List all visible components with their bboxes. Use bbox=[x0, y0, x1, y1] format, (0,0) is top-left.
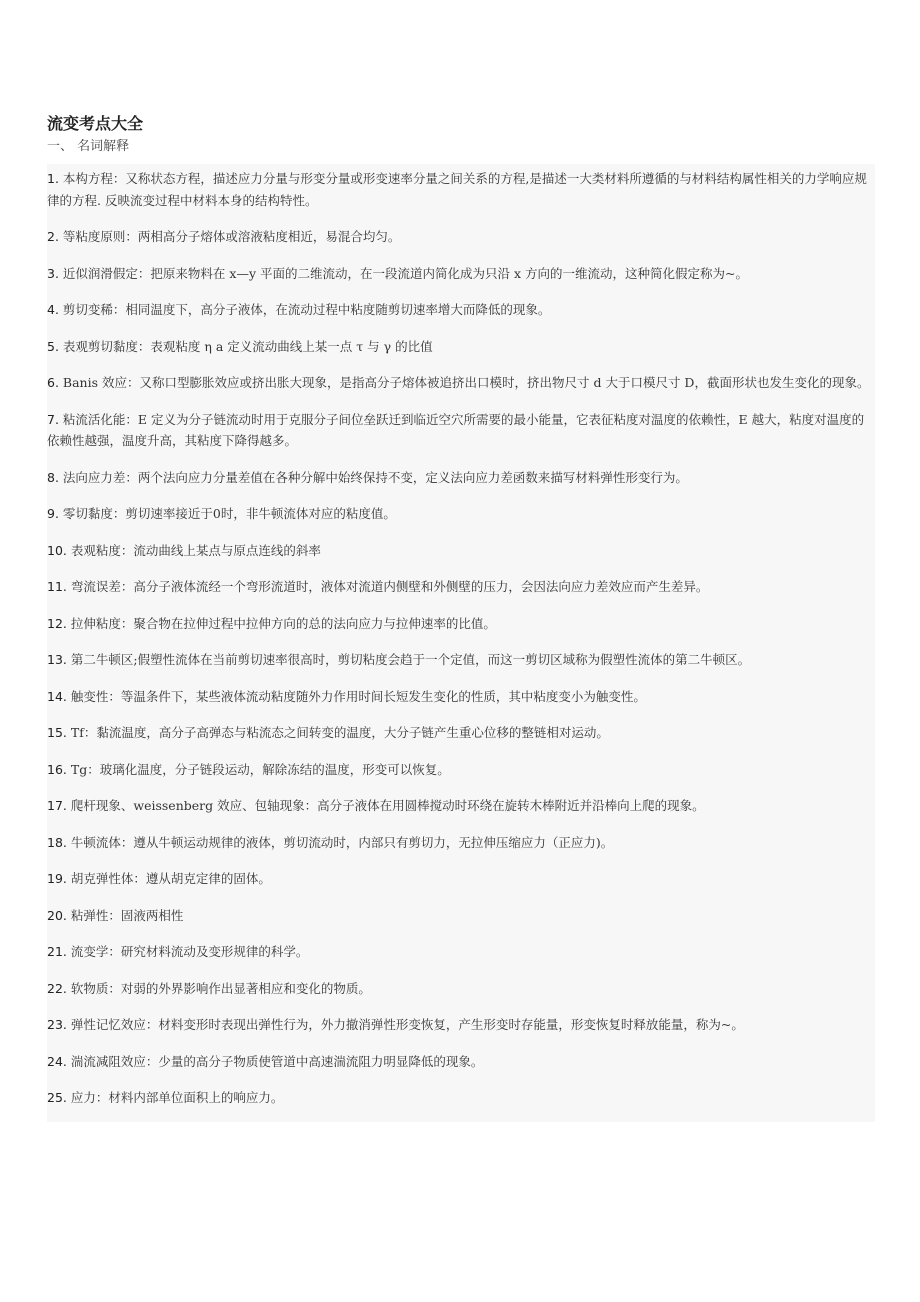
term-item bbox=[47, 368, 875, 405]
term-text: 近似润滑假定：把原来物料在 x—y 平面的二维流动，在一段流道内简化成为只沿 x 方向的一维流动，这种简化假定称为~。 bbox=[62, 265, 748, 281]
term-text: 触变性：等温条件下，某些液体流动粘度随外力作用时间长短发生变化的性质，其中粘度变小为触变性。 bbox=[70, 688, 646, 704]
term-item bbox=[47, 499, 875, 536]
term-text: 流变学：研究材料流动及变形规律的科学。 bbox=[70, 944, 309, 959]
term-item bbox=[47, 791, 875, 828]
term-number: 18. bbox=[47, 834, 67, 850]
term-text: 弯流误差：高分子液体流经一个弯形流道时，液体对流道内侧壁和外侧壁的压力，会因法向应力差效应而产生差异。 bbox=[70, 579, 709, 594]
term-number: 3. bbox=[47, 265, 59, 281]
term-number: 13. bbox=[47, 652, 67, 667]
term-number: 21. bbox=[47, 944, 67, 959]
term-item bbox=[47, 295, 875, 332]
term-text: 弹性记忆效应：材料变形时表现出弹性行为，外力撤消弹性形变恢复，产生形变时存能量，形变恢复时释放能量，称为~。 bbox=[70, 1017, 744, 1032]
term-item bbox=[47, 937, 875, 974]
term-item bbox=[47, 755, 875, 792]
term-number: 8. bbox=[47, 469, 59, 485]
term-number: 23. bbox=[47, 1017, 67, 1032]
term-number: 12. bbox=[47, 615, 67, 631]
term-item bbox=[47, 332, 875, 369]
term-text: Tf：黏流温度，高分子高弹态与粘流态之间转变的温度，大分子链产生重心位移的整链相对运动。 bbox=[70, 725, 609, 740]
term-text: 应力：材料内部单位面积上的响应力。 bbox=[70, 1090, 284, 1105]
term-text: 第二牛顿区;假塑性流体在当前剪切速率很高时，剪切粘度会趋于一个定值，而这一剪切区域称为假塑性流体的第二牛顿区。 bbox=[70, 652, 751, 667]
document-title: 流变考点大全 bbox=[47, 114, 144, 133]
term-item bbox=[47, 974, 875, 1011]
term-item bbox=[47, 222, 875, 259]
term-number: 2. bbox=[47, 229, 59, 244]
term-item bbox=[47, 405, 875, 463]
term-text: 粘流活化能：E 定义为分子链流动时用于克服分子间位垒跃迁到临近空穴所需要的最小能量，它表征粘度对温度的依赖性，E 越大，粘度对温度的依赖性越强，温度升高，其粘度下降得越多。 bbox=[47, 411, 865, 448]
term-text: 本构方程：又称状态方程，描述应力分量与形变分量或形变速率分量之间关系的方程,是描述一大类材料所遵循的与材料结构属性相关的力学响应规律的方程. 反映流变过程中材料本身的结构特性。 bbox=[47, 171, 867, 208]
term-list bbox=[47, 164, 875, 1122]
term-item bbox=[47, 828, 875, 865]
term-item bbox=[47, 536, 875, 573]
term-number: 7. bbox=[47, 411, 59, 427]
term-text: 等粘度原则：两相高分子熔体或溶液粘度相近，易混合均匀。 bbox=[62, 229, 401, 244]
term-text: 表观剪切黏度：表观粘度 η a 定义流动曲线上某一点 τ 与 γ 的比值 bbox=[62, 338, 433, 354]
term-item bbox=[47, 682, 875, 719]
term-text: Tg：玻璃化温度，分子链段运动，解除冻结的温度，形变可以恢复。 bbox=[70, 761, 450, 777]
term-text: 牛顿流体：遵从牛顿运动规律的液体，剪切流动时，内部只有剪切力，无拉伸压缩应力（正应力)。 bbox=[70, 834, 614, 850]
term-number: 5. bbox=[47, 338, 59, 354]
term-item bbox=[47, 1010, 875, 1047]
term-text: Banis 效应：又称口型膨胀效应或挤出胀大现象，是指高分子熔体被追挤出口模时，挤出物尺寸 d 大于口模尺寸 D，截面形状也发生变化的现象。 bbox=[62, 375, 870, 390]
term-text: 粘弹性：固液两相性 bbox=[70, 907, 184, 923]
term-number: 19. bbox=[47, 871, 67, 886]
term-number: 16. bbox=[47, 761, 67, 777]
term-item bbox=[47, 259, 875, 296]
term-item bbox=[47, 164, 875, 222]
term-item bbox=[47, 1047, 875, 1084]
term-item bbox=[47, 572, 875, 609]
term-number: 9. bbox=[47, 506, 59, 521]
term-number: 6. bbox=[47, 375, 59, 390]
term-item bbox=[47, 609, 875, 646]
term-number: 25. bbox=[47, 1090, 67, 1105]
term-item bbox=[47, 901, 875, 938]
term-number: 10. bbox=[47, 542, 67, 558]
term-number: 15. bbox=[47, 725, 67, 740]
term-item bbox=[47, 864, 875, 901]
term-text: 湍流减阻效应：少量的高分子物质使管道中高速湍流阻力明显降低的现象。 bbox=[70, 1053, 484, 1069]
term-number: 14. bbox=[47, 688, 67, 704]
term-number: 20. bbox=[47, 907, 67, 923]
term-number: 17. bbox=[47, 798, 67, 813]
term-text: 爬杆现象、weissenberg 效应、包轴现象：高分子液体在用圆棒搅动时环绕在旋转木棒附近并沿棒向上爬的现象。 bbox=[70, 798, 705, 813]
term-text: 剪切变稀：相同温度下，高分子液体，在流动过程中粘度随剪切速率增大而降低的现象。 bbox=[62, 302, 551, 317]
term-text: 胡克弹性体：遵从胡克定律的固体。 bbox=[70, 871, 271, 886]
term-number: 11. bbox=[47, 579, 67, 594]
term-item bbox=[47, 1083, 875, 1120]
term-number: 24. bbox=[47, 1053, 67, 1069]
term-text: 法向应力差：两个法向应力分量差值在各种分解中始终保持不变，定义法向应力差函数来描写材料弹性形变行为。 bbox=[62, 469, 688, 485]
term-item bbox=[47, 718, 875, 755]
document-page bbox=[47, 112, 875, 1122]
term-text: 表观粘度：流动曲线上某点与原点连线的斜率 bbox=[70, 542, 321, 558]
section-heading: 一、 名词解释 bbox=[47, 139, 130, 154]
term-number: 4. bbox=[47, 302, 59, 317]
term-item bbox=[47, 463, 875, 500]
term-text: 零切黏度：剪切速率接近于0时，非牛顿流体对应的粘度值。 bbox=[62, 506, 396, 521]
term-number: 22. bbox=[47, 980, 67, 996]
term-text: 拉伸粘度：聚合物在拉伸过程中拉伸方向的总的法向应力与拉伸速率的比值。 bbox=[70, 615, 496, 631]
term-text: 软物质：对弱的外界影响作出显著相应和变化的物质。 bbox=[70, 980, 371, 996]
term-item bbox=[47, 645, 875, 682]
term-number: 1. bbox=[47, 171, 59, 186]
